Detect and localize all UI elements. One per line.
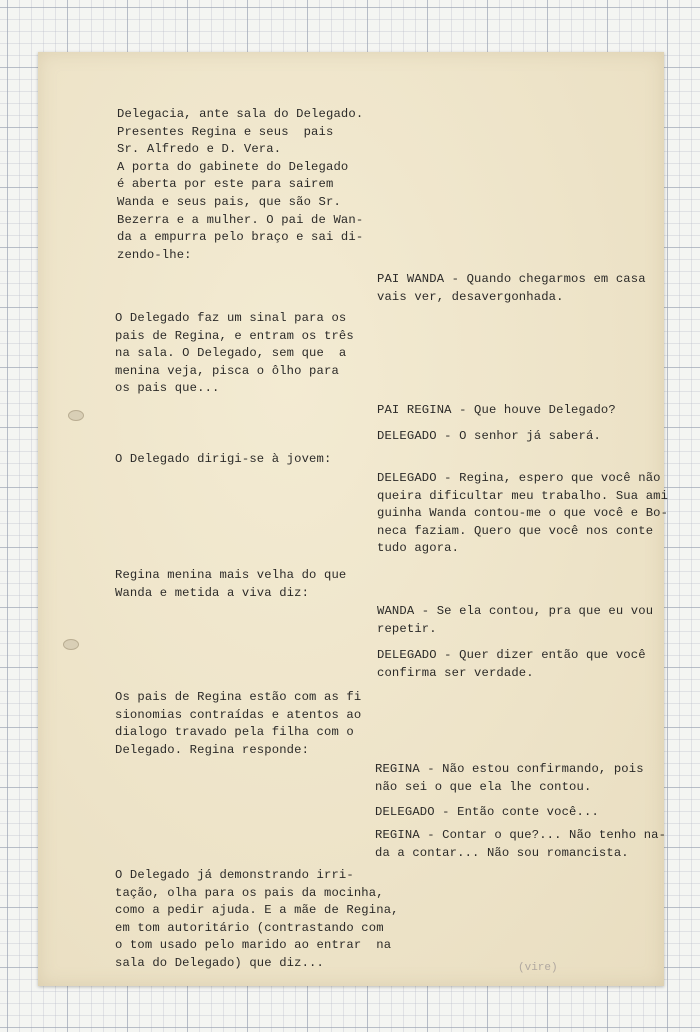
stage-direction-irritacao: O Delegado já demonstrando irri- tação, olha para os pais da mocinha, como a pedir ajuda. E a mãe de Regina, em tom autoritário (contrastando com o tom usado pelo marido ao entrar na sala do Delegado) que diz... (115, 868, 399, 970)
dialogue-wanda: WANDA - Se ela contou, pra que eu vou repetir. (377, 604, 654, 636)
footer-note: (vire) (518, 962, 558, 974)
stage-direction-opening: Delegacia, ante sala do Delegado. Presentes Regina e seus pais Sr. Alfredo e D. Vera. A porta do gabinete do Delegado é aberta por este para sairem Wanda e seus pais, que são Sr. Bezerra e a mulher. O pai de Wan- da a empurra pelo braço e sai di- zendo-lhe: (117, 107, 364, 262)
dialogue-pai-regina: PAI REGINA - Que houve Delegado? (377, 403, 616, 417)
punch-hole (63, 639, 79, 650)
dialogue-delegado-2: DELEGADO - Regina, espero que você não queira dificultar meu trabalho. Sua ami guinha Wanda contou-me o que você e Bo- neca faziam. Quero que você nos conte tudo agora. (377, 471, 669, 556)
dialogue-pai-wanda: PAI WANDA - Quando chegarmos em casa vais ver, desavergonhada. (377, 272, 646, 304)
stage-direction-sinal: O Delegado faz um sinal para os pais de Regina, e entram os três na sala. O Delegado, sem que a menina veja, pisca o ôlho para os pais que... (115, 311, 354, 396)
stage-direction-regina: Regina menina mais velha do que Wanda e metida a viva diz: (115, 568, 347, 600)
dialogue-delegado-4: DELEGADO - Então conte você... (375, 805, 599, 819)
punch-hole (68, 410, 84, 421)
stage-direction-pais: Os pais de Regina estão com as fi sionomias contraídas e atentos ao dialogo travado pela filha com o Delegado. Regina responde: (115, 690, 362, 757)
dialogue-delegado-1: DELEGADO - O senhor já saberá. (377, 429, 601, 443)
dialogue-regina-1: REGINA - Não estou confirmando, pois não sei o que ela lhe contou. (375, 762, 644, 794)
dialogue-delegado-3: DELEGADO - Quer dizer então que você confirma ser verdade. (377, 648, 646, 680)
dialogue-regina-2: REGINA - Contar o que?... Não tenho na- da a contar... Não sou romancista. (375, 828, 667, 860)
stage-direction-jovem: O Delegado dirigi-se à jovem: (115, 452, 332, 466)
typed-page (38, 52, 669, 986)
